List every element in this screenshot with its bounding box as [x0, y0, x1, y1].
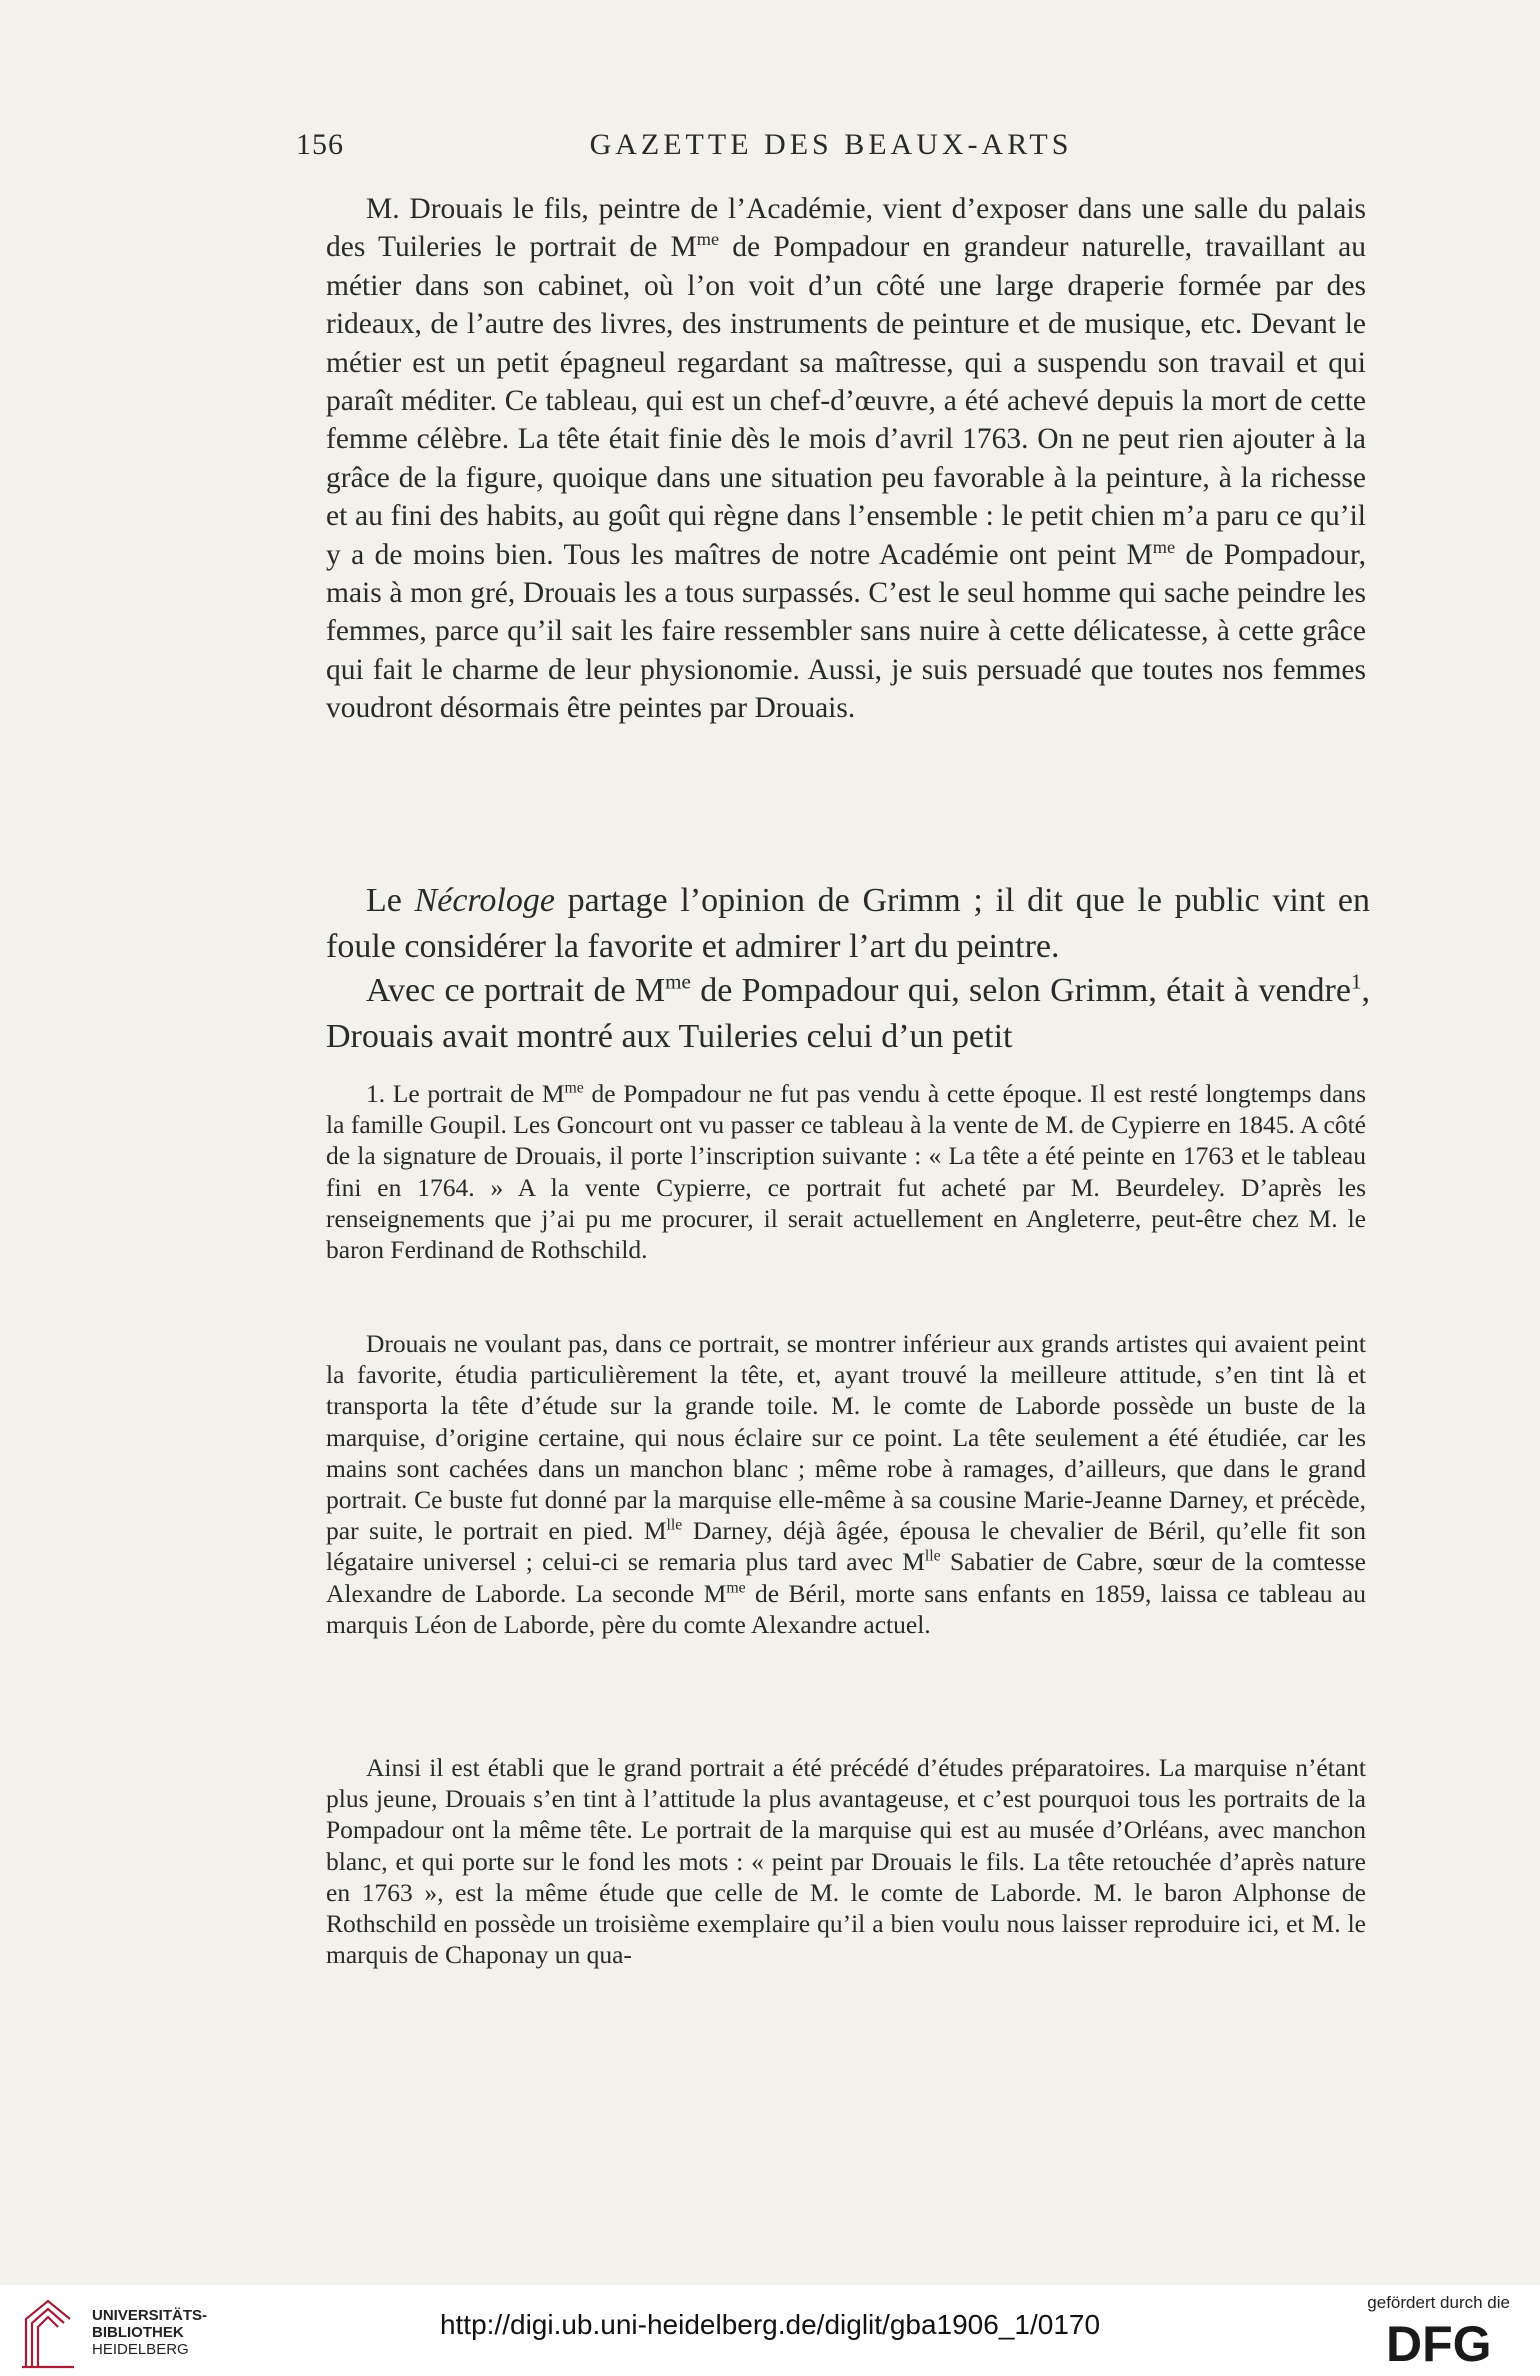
footnote-paragraph-2: Drouais ne voulant pas, dans ce portrait, se montrer inférieur aux grands artistes qui avaient peint la favorite, étudia particulièrement la tête, et, ayant trouvé la meilleure attitude, s’en tint là et transporta la tête d’étude sur la grande toile. M. le comte de Laborde possède un buste de la marquise, d’origine certaine, qui nous éclaire sur ce point. La tête seulement a été étudiée, car les mains sont cachées dans un manchon blanc ; même robe à ramages, d’ailleurs, que dans le grand portrait. Ce buste fut donné par la marquise elle-même à sa cousine Marie-Jeanne Darney, et précède, par suite, le portrait en pied. $M^{lle}$ Darney, déjà âgée, épousa le chevalier de Béril, qu’elle fit son légataire universel ; celui-ci se remaria plus tard avec $M^{lle}$ Sabatier de Cabre, sœur de la comtesse Alexandre de Laborde. La seconde $M^{me}$ de Béril, morte sans enfants en 1859, laissa ce tableau au marquis Léon de Laborde, père du comte Alexandre actuel. [326, 1329, 1366, 1639]
body-paragraph-drouais: Avec ce portrait de $M^{me}$ de Pompadour qui, selon Grimm, était à vendre$^1$, Drouais avait montré aux Tuileries celui d’un petit [326, 969, 1370, 1055]
grimm-quote: M. Drouais le fils, peintre de l’Académie, vient d’exposer dans une salle du palais des Tuileries le portrait de $M^{me}$ de Pompadour en grandeur naturelle, travaillant au métier dans son cabinet, où l’on voit d’un côté une large draperie formée par des rideaux, de l’autre des livres, des instruments de peinture et de musique, etc. Devant le métier est un petit épagneul regardant sa maîtresse, qui a suspendu son travail et qui paraît méditer. Ce tableau, qui est un chef-d’œuvre, a été achevé depuis la mort de cette femme célèbre. La tête était finie dès le mois d’avril 1763. On ne peut rien ajouter à la grâce de la figure, quoique dans une situation peu favorable à la peinture, à la richesse et au fini des habits, au goût qui règne dans l’ensemble : le petit chien m’a paru ce qu’il y a de moins bien. Tous les maîtres de notre Académie ont peint $M^{me}$ de Pompadour, mais à mon gré, Drouais les a tous surpassés. C’est le seul homme qui sache peindre les femmes, parce qu’il sait les faire ressembler sans nuire à cette délicatesse, à cette grâce qui fait le charme de leur physionomie. Aussi, je suis persuadé que toutes nos femmes voudront désormais être peintes par Drouais. [326, 193, 1366, 725]
running-title: GAZETTE DES BEAUX-ARTS [589, 128, 1073, 161]
page-number: 156 [296, 128, 344, 161]
footnote-1: 1. Le portrait de $M^{me}$ de Pompadour ne fut pas vendu à cette époque. Il est resté longtemps dans la famille Goupil. Les Goncourt ont vu passer ce tableau à la vente de M. de Cypierre en 1845. A côté de la signature de Drouais, il porte l’inscription suivante : « La tête a été peinte en 1763 et le tableau fini en 1764. » A la vente Cypierre, ce portrait fut acheté par M. Beurdeley. D’après les renseignements que j’ai pu me procurer, il serait actuellement en Angleterre, peut-être chez M. le baron Ferdinand de Rothschild. [326, 1079, 1366, 1265]
funding-label: gefördert durch die [1367, 2293, 1510, 2312]
library-name: UNIVERSITÄTS- BIBLIOTHEK HEIDELBERG [92, 2307, 208, 2358]
source-url-link[interactable]: http://digi.ub.uni-heidelberg.de/diglit/gba1906_1/0170 [439, 2309, 1101, 2340]
dfg-logo-icon [1386, 2317, 1510, 2365]
digitization-footer [0, 2285, 1540, 2376]
footnote-ref: 1 [1350, 969, 1362, 994]
page-header [296, 128, 1366, 164]
svg-text:DFG: DFG [1386, 2317, 1492, 2365]
footnote-paragraph-3: Ainsi il est établi que le grand portrait a été précédé d’études préparatoires. La marquise n’étant plus jeune, Drouais s’en tint à l’attitude la plus avantageuse, et c’est pourquoi tous les portraits de la Pompadour ont la même tête. Le portrait de la marquise qui est au musée d’Orléans, avec manchon blanc, et qui porte sur le fond les mots : « peint par Drouais le fils. La tête retouchée d’après nature en 1763 », est la même étude que celle de M. le comte de Laborde. M. le baron Alphonse de Rothschild en possède un troisième exemplaire qu’il a bien voulu nous laisser reproduire ici, et M. le marquis de Chaponay un qua- [326, 1753, 1366, 1970]
body-paragraph-necrologe: Le Nécrologe partage l’opinion de Grimm ; il dit que le public vint en foule considérer la favorite et admirer l’art du peintre. [326, 882, 1370, 965]
